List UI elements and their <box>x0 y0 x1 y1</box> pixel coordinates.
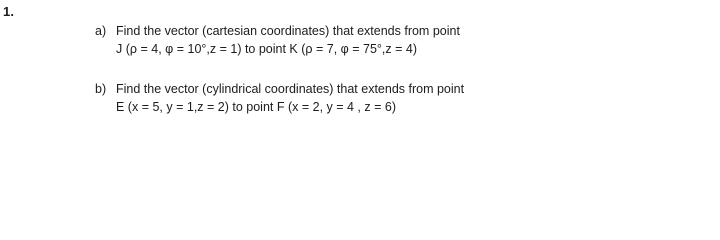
part-b-prompt-line <box>95 80 464 98</box>
part-a-prompt-line <box>95 22 460 40</box>
part-a-letter: a) <box>95 24 107 38</box>
question-number: 1. <box>3 4 15 19</box>
part-a-points: J (ρ = 4, φ = 10°,z = 1) to point K (ρ = 7, φ = 75°,z = 4) <box>116 42 417 56</box>
part-b-points: E (x = 5, y = 1,z = 2) to point F (x = 2, y = 4 , z = 6) <box>116 100 396 114</box>
part-b-letter: b) <box>95 82 107 96</box>
part-b-prompt: Find the vector (cylindrical coordinates) that extends from point <box>116 82 465 96</box>
part-b <box>95 80 464 116</box>
part-a <box>95 22 460 58</box>
part-a-prompt: Find the vector (cartesian coordinates) that extends from point <box>116 24 460 38</box>
